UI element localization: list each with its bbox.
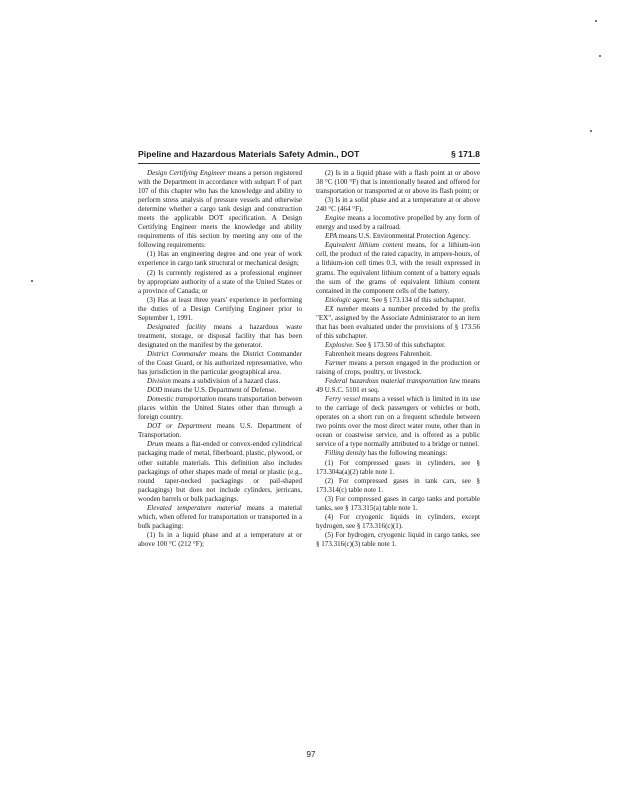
scan-speck: [595, 20, 597, 22]
definition-paragraph: [316, 495, 480, 513]
definition-paragraph: [316, 459, 480, 477]
definition-text: See § 173.134 of this subchapter.: [370, 295, 466, 304]
definition-text: (5) For hydrogen, cryogenic liquid in cargo tanks, see § 173.316(c)(3) table note 1.: [316, 530, 480, 548]
definition-text: (1) Has an engineering degree and one year of work experience in cargo tank structural or mechanical design;: [138, 250, 302, 268]
definition-paragraph: [138, 250, 302, 268]
definition-text: Fahrenheit means degrees Fahrenheit.: [325, 349, 432, 358]
defined-term: EX number: [325, 304, 359, 313]
definition-text: (2) Is in a liquid phase with a flash point at or above 38 °C (100 °F) that is intentionally heated and offered for transportation or transported at or above its flash point; or: [316, 169, 480, 196]
definition-text: means a flat-ended or convex-ended cylindrical packaging made of metal, fiberboard, plastic, plywood, or other suitable materials. This definition also includes packagings of other shapes made of metal or plastic (e.g., round taper-necked packagings or pail-shaped packagings) but does not include cylinders, jerricans, wooden barrels or bulk packagings.: [138, 440, 302, 503]
defined-term: Division: [147, 377, 171, 386]
definition-text: means a locomotive propelled by any form of energy and used by a railroad.: [316, 214, 480, 232]
defined-term: DOD: [147, 386, 163, 395]
definition-text: means a subdivision of a hazard class.: [170, 377, 281, 386]
defined-term: EPA: [325, 232, 338, 241]
header-section: § 171.8: [450, 149, 480, 159]
definition-text: (2) Is currently registered as a professional engineer by appropriate authority of a state of the United States or a province of Canada; or: [138, 268, 302, 295]
defined-term: Design Certifying Engineer: [147, 169, 226, 177]
definition-text: means U.S. Environmental Protection Agency.: [337, 232, 471, 241]
scan-speck: [599, 55, 601, 57]
definition-paragraph: [316, 350, 480, 359]
definition-paragraph: [138, 531, 302, 549]
definition-text: means a person engaged in the production or raising of crops, poultry, or livestock.: [316, 358, 480, 377]
definition-paragraph: [138, 386, 302, 395]
defined-term: Ferry vessel: [325, 395, 360, 404]
definition-text: means, for a lithium-ion cell, the product of the rated capacity, in ampere-hours, of a lithium-ion cell times 0.3, with the result expressed in grams. The equivalent lithium content of a battery equals the sum of the grams of equivalent lithium content contained in the component cells of the battery.: [316, 241, 480, 295]
definition-paragraph: [316, 169, 480, 196]
defined-term: Etiologic agent.: [325, 295, 371, 304]
left-column: [138, 169, 302, 549]
definition-paragraph: [138, 395, 302, 422]
definition-text: means a material which, when offered for transportation or transported in a bulk packaging:: [138, 503, 302, 530]
definition-paragraph: [316, 341, 480, 350]
definition-paragraph: [316, 513, 480, 531]
definition-text: means U.S. Department of Transportation.: [138, 422, 302, 440]
definition-paragraph: [138, 350, 302, 377]
definition-text: means 49 U.S.C. 5101 et seq.: [316, 377, 481, 395]
definition-paragraph: [316, 196, 480, 214]
definition-paragraph: [316, 305, 480, 341]
definition-paragraph: [138, 440, 302, 503]
definition-text: (2) For compressed gases in tank cars, see § 173.314(c) table note 1.: [316, 476, 480, 494]
definition-paragraph: [138, 422, 302, 440]
definition-paragraph: [316, 449, 480, 458]
definition-text: means the U.S. Department of Defense.: [162, 386, 276, 395]
defined-term: DOT or Department: [147, 422, 212, 431]
definition-paragraph: [138, 296, 302, 323]
defined-term: Elevated temperature material: [147, 503, 241, 512]
definition-text: means a vessel which is limited in its use to the carriage of deck passengers or vehicles or both, operates on a short run on a frequent schedule between two points over the most direct water route, other than in ocean or coastwise service, and is offered as a public service of a type normally attributed to a bridge or tunnel.: [316, 395, 480, 449]
definition-text: has the following meanings:: [365, 449, 448, 458]
definition-text: means the District Commander of the Coast Guard, or his authorized representative, who has jurisdiction in the particular geographical area.: [138, 349, 302, 377]
defined-term: Drum: [147, 440, 164, 449]
definition-text: (3) Has at least three years' experience in performing the duties of a Design Certifying Engineer prior to September 1, 1991.: [138, 295, 302, 322]
definition-paragraph: [138, 169, 302, 250]
defined-term: Farmer: [325, 358, 347, 367]
definition-text: (1) For compressed gases in cylinders, see § 173.304a(a)(2) table note 1.: [316, 458, 480, 476]
definition-text: means a person registered with the Department in accordance with subpart F of part 107 of this chapter who has the knowledge and ability to perform stress analysis of pressure vessels and otherwise determine whether a cargo tank design and construction meets the applicable DOT specification. A Design Certifying Engineer meets the knowledge and ability requirements of this section by meeting any one of the following requirements:: [138, 169, 302, 250]
definition-paragraph: [316, 477, 480, 495]
running-header: [138, 149, 480, 163]
definition-paragraph: [316, 395, 480, 449]
scan-speck: [31, 280, 33, 282]
right-column: [316, 169, 480, 549]
header-title: Pipeline and Hazardous Materials Safety Admin., DOT: [138, 149, 360, 159]
page-number: 97: [306, 750, 316, 759]
defined-term: Equivalent lithium content: [325, 241, 404, 250]
header-rule: [138, 163, 480, 164]
definition-paragraph: [316, 296, 480, 305]
definition-paragraph: [316, 359, 480, 377]
definition-text: (3) Is in a solid phase and at a temperature at or above 240 °C (464 °F).: [316, 196, 480, 214]
definition-paragraph: [138, 377, 302, 386]
definition-paragraph: [316, 377, 480, 395]
definition-text: means transportation between places within the United States other than through a foreign country.: [138, 395, 303, 422]
definition-text: (1) Is in a liquid phase and at a temperature at or above 100 °C (212 °F);: [138, 530, 302, 548]
definition-text: (3) For compressed gases in cargo tanks and portable tanks, see § 173.315(a) table note 1.: [316, 494, 480, 512]
defined-term: Designated facility: [147, 322, 207, 331]
definition-text: means a number preceded by the prefix "EX", assigned by the Associate Administrator to an item that has been evaluated under the provisions of § 173.56 of this subchapter.: [316, 304, 480, 340]
definition-text: means a hazardous waste treatment, storage, or disposal facility that has been designated on the manifest by the generator.: [138, 322, 302, 349]
definition-paragraph: [138, 504, 302, 531]
definition-paragraph: [316, 232, 480, 241]
defined-term: Explosive.: [325, 340, 355, 349]
defined-term: District Commander: [147, 349, 207, 358]
scan-speck: [590, 130, 592, 132]
definition-paragraph: [316, 214, 480, 232]
definition-text: (4) For cryogenic liquids in cylinders, except hydrogen, see § 173.316(c)(1).: [316, 512, 480, 530]
definition-paragraph: [138, 323, 302, 350]
definition-text: See § 173.50 of this subchapter.: [354, 340, 446, 349]
defined-term: Filling density: [325, 449, 366, 458]
definition-paragraph: [316, 241, 480, 295]
defined-term: Federal hazardous material transportation law: [325, 377, 460, 386]
definition-paragraph: [316, 531, 480, 549]
definition-paragraph: [138, 269, 302, 296]
defined-term: Domestic transportation: [147, 395, 217, 404]
defined-term: Engine: [325, 214, 345, 223]
